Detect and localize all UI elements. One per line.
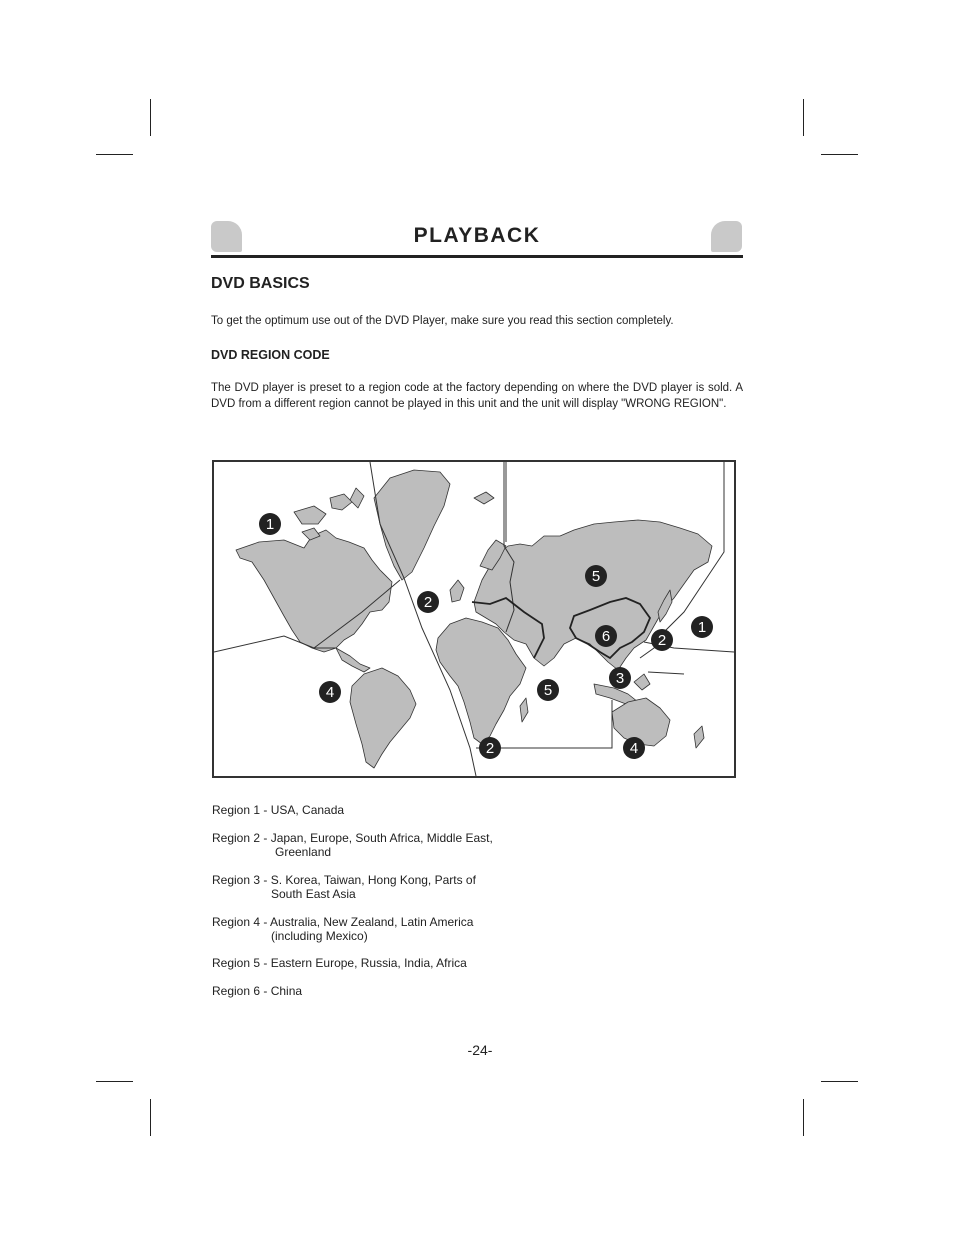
crop-mark [96,1081,133,1082]
svg-text:2: 2 [485,740,495,757]
crop-mark [150,1099,151,1136]
region-item-continuation: Greenland [275,845,332,859]
region-item: Region 5 - Eastern Europe, Russia, India, Africa [212,956,467,970]
landmass-british-isles [450,580,464,602]
region-item: Region 1 - USA, Canada [212,803,345,817]
region-marker [537,679,559,701]
region-item: Region 4 - Australia, New Zealand, Latin America [212,915,474,929]
region-marker [651,629,673,651]
landmass-greenland [374,470,450,580]
header-tab-left [211,221,242,252]
landmass-iceland [474,492,494,504]
page-title: PLAYBACK [413,224,541,247]
svg-text:3: 3 [615,670,625,687]
region-map-drawing [214,462,734,776]
crop-mark [150,99,151,136]
region-marker [623,737,645,759]
region-marker [609,667,631,689]
svg-text:4: 4 [629,740,639,757]
crop-mark [821,1081,858,1082]
intro-paragraph: To get the optimum use out of the DVD Player, make sure you read this section completely. [211,315,674,327]
crop-mark [803,99,804,136]
svg-text:5: 5 [591,568,601,585]
svg-text:4: 4 [325,684,335,701]
title-rule [211,255,743,258]
landmass-new-zealand [694,726,704,748]
region-marker [259,513,281,535]
region-item-continuation: South East Asia [271,887,356,901]
landmass-madagascar [520,698,528,722]
crop-mark [803,1099,804,1136]
svg-text:1: 1 [265,516,275,533]
landmass-central-america [336,648,370,672]
svg-text:2: 2 [657,632,667,649]
crop-mark [96,154,133,155]
landmass-south-america [350,668,416,768]
page-number: -24- [467,1042,493,1058]
subsection-title: DVD REGION CODE [211,348,330,362]
region-item: Region 3 - S. Korea, Taiwan, Hong Kong, Parts of [212,873,476,887]
region-marker [479,737,501,759]
landmass-north-america [236,530,392,652]
region-marker [585,565,607,587]
region-marker [319,681,341,703]
svg-text:1: 1 [697,619,707,636]
header-tab-right [711,221,742,252]
landmass-australia [612,698,670,746]
region-item-continuation: (including Mexico) [271,929,368,943]
svg-text:5: 5 [543,682,553,699]
region-marker [691,616,713,638]
region-marker [417,591,439,613]
region-item: Region 6 - China [212,984,303,998]
section-title: DVD BASICS [211,275,310,292]
svg-text:2: 2 [423,594,433,611]
boundary-line [648,672,684,674]
region-code-paragraph: The DVD player is preset to a region code at the factory depending on where the DVD player is sold. A DVD from a different region cannot be played in this unit and the unit will display "WRONG REGION". [211,382,743,410]
svg-text:6: 6 [601,628,611,645]
crop-mark [821,154,858,155]
region-map [212,460,736,778]
region-marker [595,625,617,647]
region-item: Region 2 - Japan, Europe, South Africa, Middle East, [212,831,493,845]
